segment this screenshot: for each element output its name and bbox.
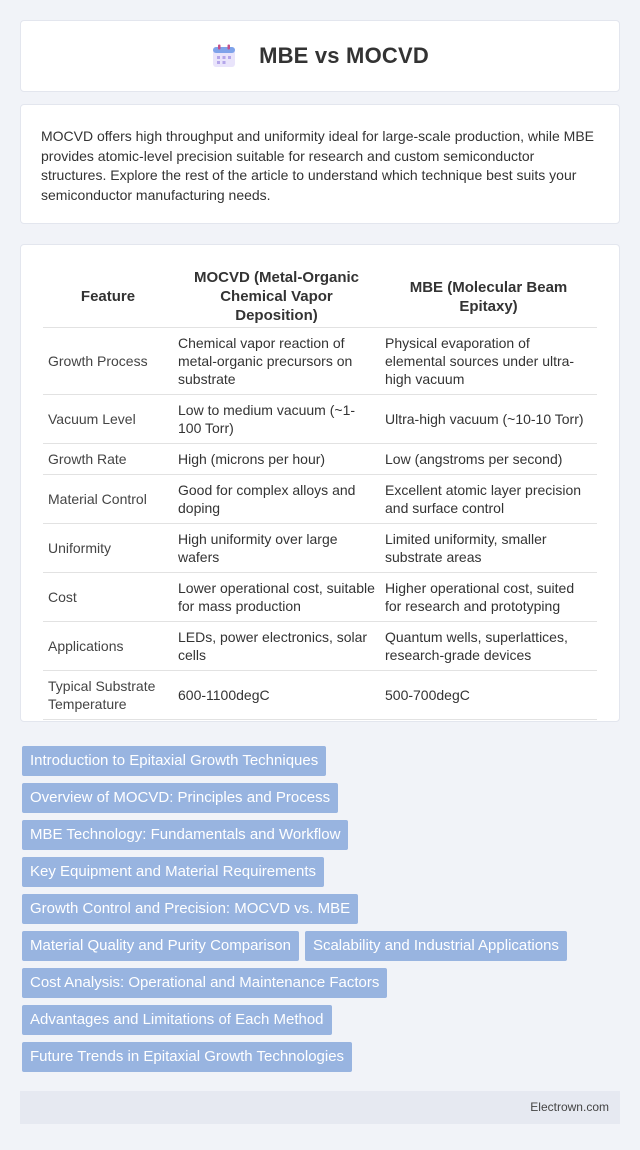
intro-text: MOCVD offers high throughput and uniformity ideal for large-scale production, while MBE provides atomic-level precision suitable for research and custom semiconductor structures. Explore the rest of the article to understand which technique best suits your semiconductor manufacturing needs. <box>41 128 595 203</box>
topic-tag-scalability[interactable]: Scalability and Industrial Applications <box>305 931 567 961</box>
calendar-icon <box>211 43 237 69</box>
table-cell-mbe: 500-700degC <box>380 671 597 720</box>
table-cell-mbe: Higher operational cost, suited for research and prototyping <box>380 573 597 622</box>
table-cell-feature: Growth Rate <box>43 444 173 475</box>
comparison-card <box>20 244 620 722</box>
page-header <box>20 20 620 92</box>
table-row <box>43 395 597 444</box>
table-cell-mbe: Low (angstroms per second) <box>380 444 597 475</box>
table-cell-mocvd: High (microns per hour) <box>173 444 380 475</box>
table-cell-mocvd: Chemical vapor reaction of metal-organic precursors on substrate <box>173 328 380 395</box>
page-footer <box>20 1091 620 1124</box>
table-row <box>43 671 597 720</box>
table-cell-feature: Growth Process <box>43 328 173 395</box>
topic-tag-introduction[interactable]: Introduction to Epitaxial Growth Techniques <box>22 746 326 776</box>
table-row <box>43 573 597 622</box>
topic-tag-cost-analysis[interactable]: Cost Analysis: Operational and Maintenance Factors <box>22 968 387 998</box>
table-cell-mbe: Physical evaporation of elemental sources under ultra-high vacuum <box>380 328 597 395</box>
table-cell-mbe: Excellent atomic layer precision and surface control <box>380 475 597 524</box>
table-row <box>43 328 597 395</box>
table-cell-mocvd: Low to medium vacuum (~1-100 Torr) <box>173 395 380 444</box>
table-cell-feature: Material Control <box>43 475 173 524</box>
table-cell-mbe: Limited uniformity, smaller substrate areas <box>380 524 597 573</box>
table-row <box>43 524 597 573</box>
column-header-mocvd: MOCVD (Metal-Organic Chemical Vapor Deposition) <box>173 265 380 328</box>
topic-tag-equipment[interactable]: Key Equipment and Material Requirements <box>22 857 324 887</box>
table-row <box>43 622 597 671</box>
table-cell-feature: Applications <box>43 622 173 671</box>
table-cell-feature: Typical Substrate Temperature <box>43 671 173 720</box>
table-cell-mocvd: LEDs, power electronics, solar cells <box>173 622 380 671</box>
topic-tag-future-trends[interactable]: Future Trends in Epitaxial Growth Technologies <box>22 1042 352 1072</box>
column-header-mbe: MBE (Molecular Beam Epitaxy) <box>380 265 597 328</box>
topic-tags <box>22 746 620 1079</box>
table-cell-mbe: Ultra-high vacuum (~10-10 Torr) <box>380 395 597 444</box>
table-cell-feature: Vacuum Level <box>43 395 173 444</box>
topic-tag-growth-control[interactable]: Growth Control and Precision: MOCVD vs. MBE <box>22 894 358 924</box>
table-cell-mocvd: High uniformity over large wafers <box>173 524 380 573</box>
table-cell-mocvd: Good for complex alloys and doping <box>173 475 380 524</box>
topic-tag-advantages[interactable]: Advantages and Limitations of Each Method <box>22 1005 332 1035</box>
intro-card <box>20 104 620 224</box>
table-cell-mocvd: Lower operational cost, suitable for mass production <box>173 573 380 622</box>
footer-brand[interactable]: Electrown.com <box>530 1100 609 1114</box>
comparison-table <box>43 265 597 720</box>
topic-tag-mocvd-overview[interactable]: Overview of MOCVD: Principles and Process <box>22 783 338 813</box>
column-header-feature: Feature <box>43 265 173 328</box>
page-title: MBE vs MOCVD <box>259 43 429 68</box>
table-row <box>43 475 597 524</box>
table-cell-mocvd: 600-1100degC <box>173 671 380 720</box>
table-cell-feature: Cost <box>43 573 173 622</box>
table-row <box>43 444 597 475</box>
table-cell-feature: Uniformity <box>43 524 173 573</box>
topic-tag-material-quality[interactable]: Material Quality and Purity Comparison <box>22 931 299 961</box>
table-header-row <box>43 265 597 328</box>
topic-tag-mbe-technology[interactable]: MBE Technology: Fundamentals and Workflow <box>22 820 348 850</box>
table-cell-mbe: Quantum wells, superlattices, research-grade devices <box>380 622 597 671</box>
